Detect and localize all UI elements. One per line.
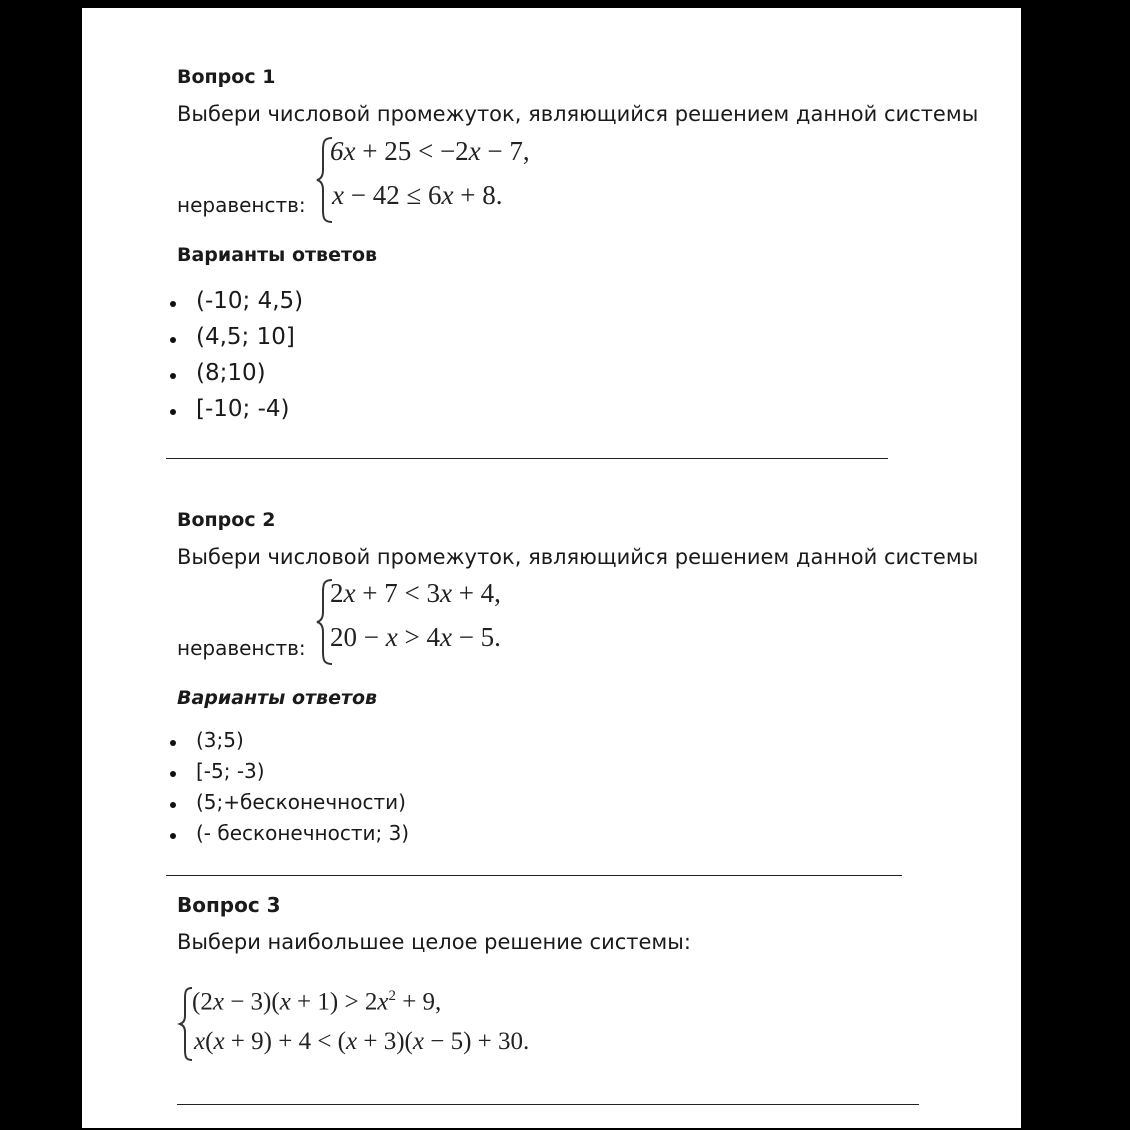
question-2-system-line-1: 2x + 7 < 3x + 4, [330, 578, 501, 608]
question-2-system-line-2: 20 − x > 4x − 5. [330, 622, 501, 652]
option-label: [-5; -3) [196, 759, 265, 783]
bullet-icon [170, 771, 176, 777]
separator-line [166, 875, 902, 876]
bullet-icon [170, 301, 176, 307]
option-label: [-10; -4) [196, 396, 290, 422]
bullet-icon [170, 373, 176, 379]
question-2-text: Выбери числовой промежуток, являющийся решением данной системы [177, 545, 979, 569]
separator-line [177, 1104, 919, 1105]
option-label: (4,5; 10] [196, 324, 295, 350]
question-2-answers-heading: Варианты ответов [177, 687, 378, 709]
question-3-text: Выбери наибольшее целое решение системы: [177, 930, 691, 954]
question-2-title: Вопрос 2 [177, 509, 276, 531]
question-2-option[interactable] [168, 821, 409, 845]
question-1-system-line-1: 6x + 25 < −2x − 7, [330, 136, 530, 166]
question-1-title: Вопрос 1 [177, 66, 276, 88]
question-1-option[interactable] [168, 288, 303, 314]
question-1-answers-heading: Варианты ответов [177, 244, 378, 266]
question-1-option[interactable] [168, 360, 266, 386]
question-3-title: Вопрос 3 [177, 893, 281, 917]
bullet-icon [170, 802, 176, 808]
option-label: (3;5) [196, 728, 244, 752]
question-2-option[interactable] [168, 790, 406, 814]
option-label: (8;10) [196, 360, 266, 386]
document-page [82, 8, 1021, 1128]
question-2-option[interactable] [168, 759, 265, 783]
question-1-ineq-label: неравенств: [177, 193, 306, 217]
question-3-system-line-2: x(x + 9) + 4 < (x + 3)(x − 5) + 30. [194, 1028, 530, 1055]
question-2-option[interactable] [168, 728, 244, 752]
question-3-system-line-1: $(2x - 3)(x + 1) > 2x^2 + 9$, [192, 988, 442, 1016]
bullet-icon [170, 337, 176, 343]
question-1-text: Выбери числовой промежуток, являющийся решением данной системы [177, 102, 979, 126]
question-1-option[interactable] [168, 396, 290, 422]
question-2-ineq-label: неравенств: [177, 636, 306, 660]
bullet-icon [170, 409, 176, 415]
bullet-icon [170, 833, 176, 839]
option-label: (- бесконечности; 3) [196, 821, 410, 845]
option-label: (-10; 4,5) [196, 288, 304, 314]
question-1-option[interactable] [168, 324, 295, 350]
bullet-icon [170, 740, 176, 746]
question-1-system-line-2: x − 42 ≤ 6x + 8. [332, 180, 503, 210]
separator-line [166, 458, 888, 459]
option-label: (5;+бесконечности) [196, 790, 406, 814]
